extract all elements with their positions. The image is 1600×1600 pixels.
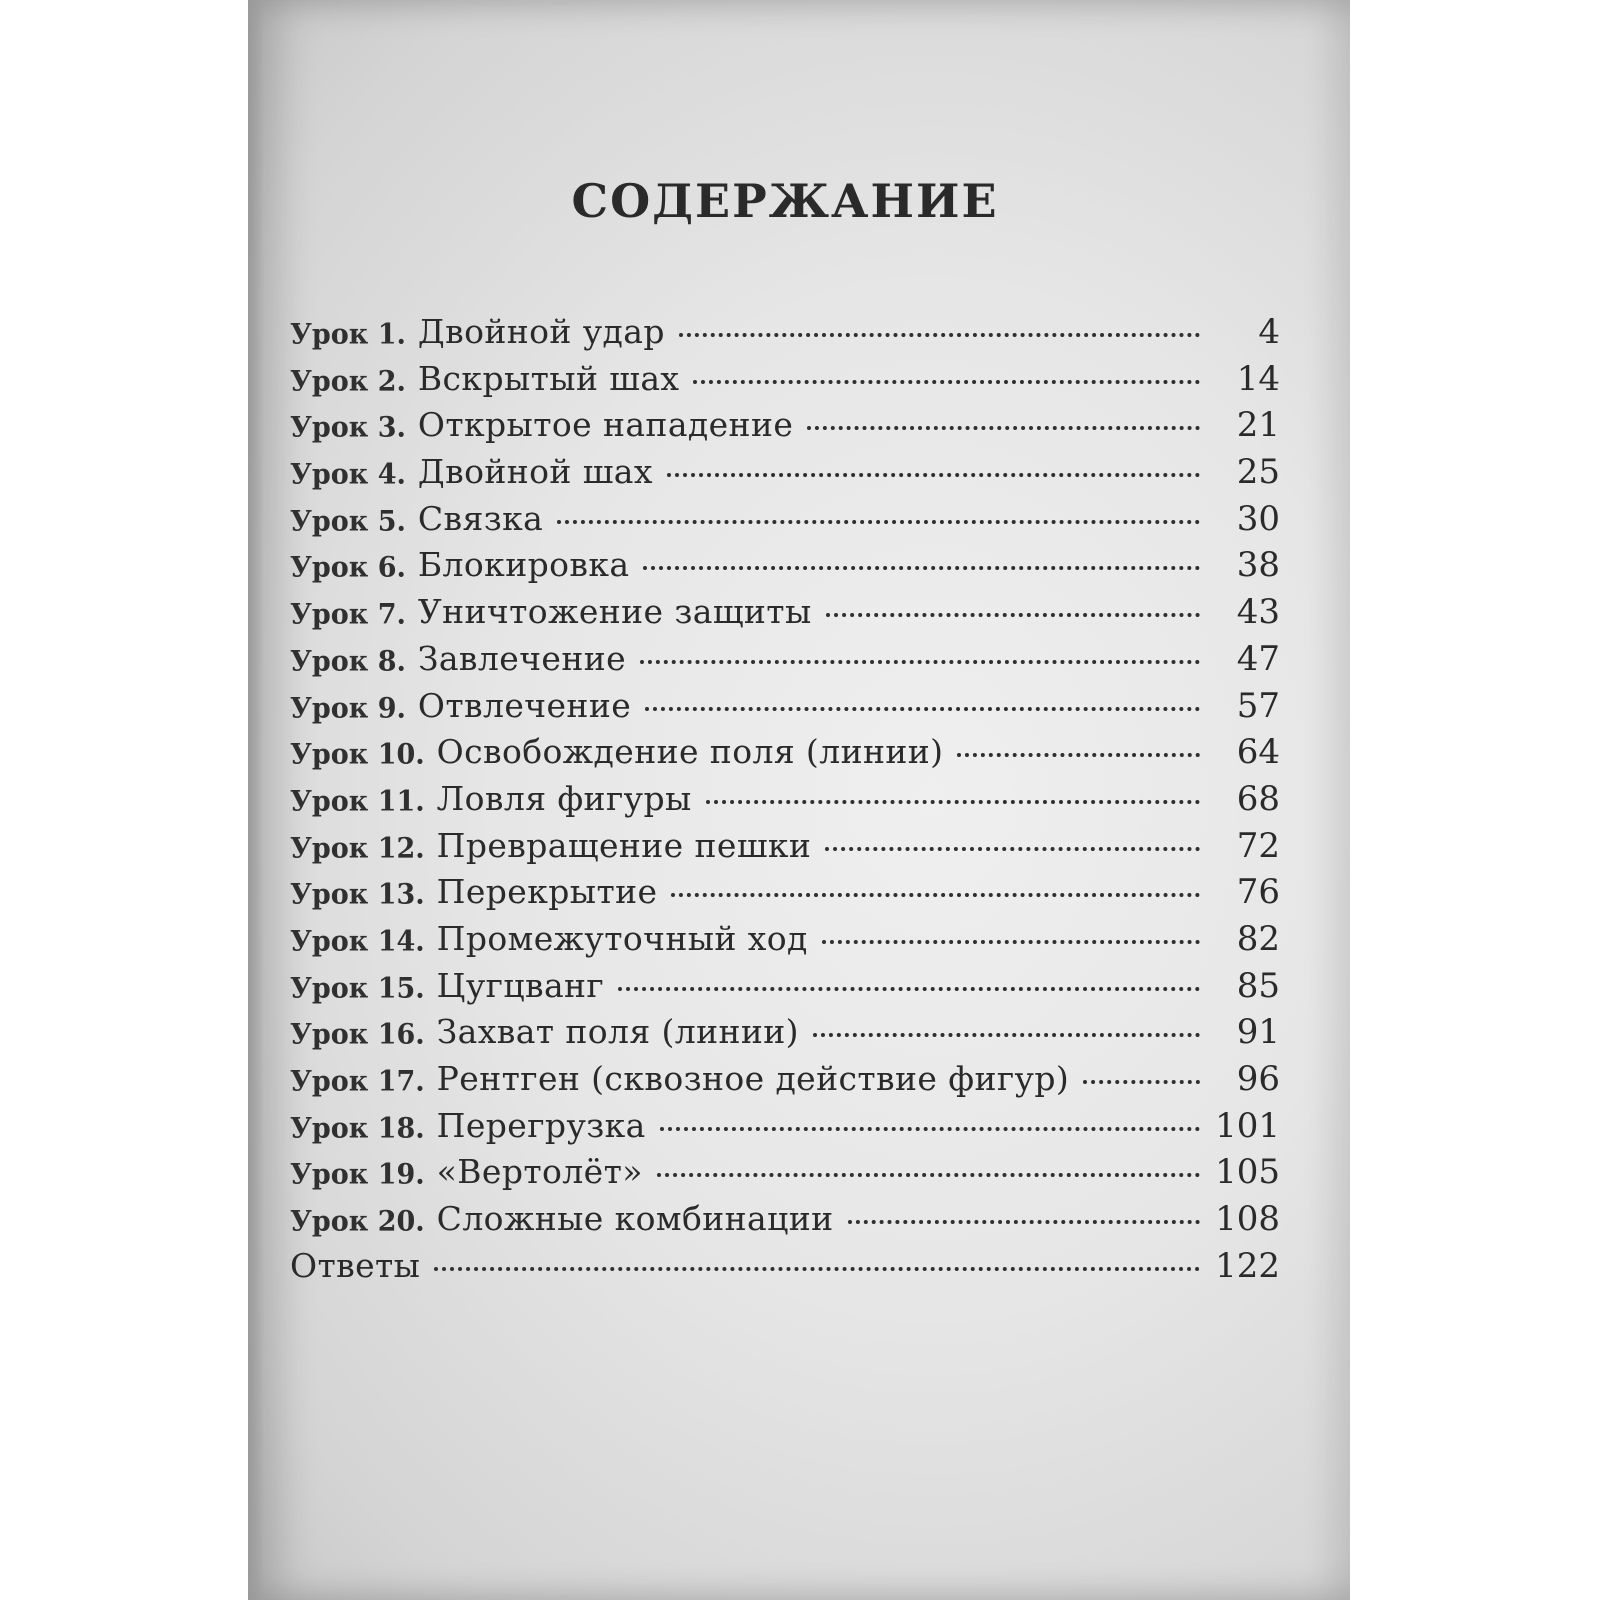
page-number: 57 (1236, 685, 1280, 726)
dot-leader (848, 1220, 1201, 1224)
lesson-topic: Превращение пешки (436, 825, 812, 865)
lesson-number: Урок 13. (290, 878, 425, 912)
page-number: 72 (1236, 825, 1280, 866)
page-number: 38 (1236, 545, 1280, 586)
toc-entry (290, 545, 1280, 592)
page-number: 122 (1215, 1245, 1280, 1286)
lesson-topic: Отвлечение (417, 685, 632, 725)
lesson-number: Урок 9. (290, 691, 406, 725)
dot-leader (957, 753, 1200, 757)
dot-leader (618, 987, 1200, 991)
lesson-topic: «Вертолёт» (436, 1152, 643, 1192)
lesson-topic: Захват поля (линии) (436, 1012, 799, 1052)
lesson-number: Урок 8. (290, 645, 406, 678)
lesson-topic: Двойной удар (417, 312, 665, 351)
toc-entry (290, 1152, 1280, 1199)
toc-entry (290, 966, 1280, 1013)
page-number: 91 (1236, 1012, 1280, 1053)
toc-entry (290, 359, 1280, 406)
lesson-topic: Цугцванг (436, 965, 605, 1005)
lesson-topic: Перекрытие (436, 872, 658, 912)
toc-entry (290, 452, 1280, 499)
lesson-number: Урок 2. (290, 364, 406, 398)
lesson-topic: Рентген (сквозное действие фигур) (436, 1059, 1070, 1098)
lesson-topic: Освобождение поля (линии) (436, 732, 944, 772)
lesson-number: Урок 12. (290, 831, 425, 865)
page-number: 108 (1215, 1199, 1280, 1240)
page-number: 68 (1236, 778, 1280, 819)
lesson-topic: Ловля фигуры (436, 778, 692, 818)
toc-entry (290, 1199, 1280, 1246)
page-number: 21 (1236, 405, 1280, 446)
page-fold-shadow (248, 0, 264, 1600)
toc-entry (290, 639, 1280, 686)
toc-entry (290, 686, 1280, 733)
page-number: 101 (1215, 1105, 1280, 1146)
lesson-topic: Завлечение (417, 638, 627, 678)
dot-leader (671, 893, 1200, 897)
dot-leader (645, 707, 1200, 711)
lesson-number: Урок 4. (290, 458, 406, 491)
dot-leader (826, 613, 1200, 617)
lesson-number: Урок 19. (290, 1158, 425, 1192)
page-number: 14 (1236, 358, 1280, 399)
dot-leader (706, 800, 1200, 804)
dot-leader (807, 426, 1200, 430)
dot-leader (557, 520, 1200, 524)
page-number: 47 (1236, 638, 1280, 679)
toc-entry (290, 1246, 1280, 1293)
dot-leader (693, 380, 1200, 384)
lesson-number: Урок 11. (290, 785, 425, 818)
lesson-number: Урок 7. (290, 598, 406, 631)
lesson-number: Урок 5. (290, 504, 406, 538)
lesson-number: Урок 20. (290, 1205, 425, 1238)
page-number: 43 (1236, 592, 1280, 633)
toc-entry (290, 405, 1280, 452)
dot-leader (1083, 1080, 1200, 1084)
toc-entry (290, 779, 1280, 826)
page-number: 25 (1236, 452, 1280, 493)
lesson-topic: Уничтожение защиты (417, 592, 812, 632)
toc-entry (290, 1106, 1280, 1153)
toc-entry (290, 826, 1280, 873)
lesson-topic: Перегрузка (436, 1105, 646, 1145)
lesson-topic: Двойной шах (417, 452, 653, 492)
dot-leader (813, 1033, 1200, 1037)
page-number: 76 (1236, 872, 1280, 913)
lesson-number: Урок 15. (290, 971, 425, 1005)
lesson-number: Урок 16. (290, 1018, 425, 1052)
lesson-number: Урок 3. (290, 411, 406, 445)
toc-entry (290, 1012, 1280, 1059)
lesson-topic: Ответы (290, 1245, 421, 1285)
page-number: 105 (1215, 1152, 1280, 1193)
lesson-topic: Вскрытый шах (417, 358, 680, 398)
page-title: СОДЕРЖАНИЕ (571, 174, 999, 228)
lesson-topic: Блокировка (417, 545, 630, 585)
page-number: 64 (1236, 732, 1280, 773)
toc-entry (290, 499, 1280, 546)
table-of-contents (290, 312, 1280, 1292)
page-number: 85 (1236, 965, 1280, 1006)
dot-leader (679, 333, 1200, 337)
dot-leader (667, 473, 1200, 477)
dot-leader (660, 1127, 1200, 1131)
dot-leader (640, 660, 1200, 664)
dot-leader (822, 940, 1200, 944)
lesson-topic: Открытое нападение (417, 405, 794, 445)
toc-entry (290, 1059, 1280, 1106)
lesson-number: Урок 14. (290, 925, 425, 958)
lesson-topic: Сложные комбинации (436, 1199, 834, 1239)
page-number: 30 (1236, 498, 1280, 539)
page-number: 96 (1236, 1059, 1280, 1099)
dot-leader (825, 847, 1200, 851)
dot-leader (434, 1267, 1200, 1271)
dot-leader (643, 566, 1200, 570)
page-number: 4 (1258, 312, 1280, 352)
lesson-topic: Связка (417, 498, 544, 538)
toc-entry (290, 872, 1280, 919)
page-number: 82 (1236, 918, 1280, 959)
lesson-number: Урок 17. (290, 1065, 425, 1098)
dot-leader (657, 1173, 1200, 1177)
lesson-topic: Промежуточный ход (436, 918, 808, 958)
toc-entry (290, 312, 1280, 359)
lesson-number: Урок 1. (290, 318, 406, 351)
lesson-number: Урок 6. (290, 551, 406, 585)
toc-entry (290, 732, 1280, 779)
lesson-number: Урок 18. (290, 1111, 425, 1145)
lesson-number: Урок 10. (290, 738, 425, 771)
toc-entry (290, 592, 1280, 639)
toc-entry (290, 919, 1280, 966)
